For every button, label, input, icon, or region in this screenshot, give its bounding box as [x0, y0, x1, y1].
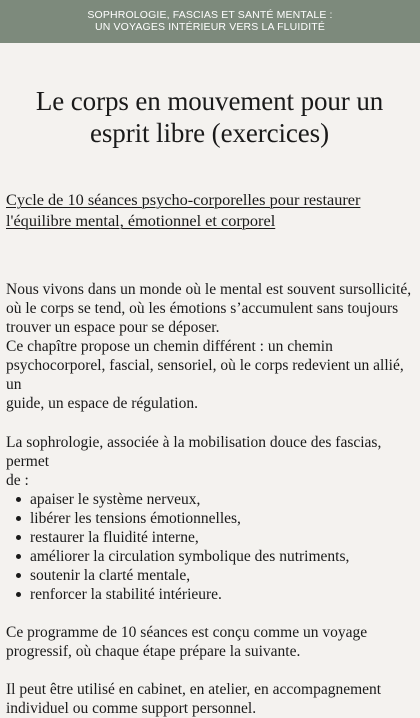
bullet-icon — [16, 516, 21, 521]
subtitle-line-1: Cycle de 10 séances psycho-corporelles pour restaurer — [6, 190, 361, 209]
program-line: progressif, où chaque étape prépare la suivante. — [6, 643, 301, 660]
usage-line: individuel ou comme support personnel. — [6, 700, 257, 717]
subtitle-line-2: l'équilibre mental, émotionnel et corporel — [6, 211, 276, 230]
intro-line: Nous vivons dans un monde où le mental est souvent sursollicité, — [6, 281, 412, 298]
benefit-text: restaurer la fluidité interne, — [30, 529, 199, 546]
intro-line: Ce chapître propose un chemin différent : un chemin — [6, 338, 333, 355]
sophrology-line: de : — [6, 472, 29, 489]
list-item — [6, 528, 413, 547]
benefit-text: renforcer la stabilité intérieure. — [30, 586, 222, 603]
intro-line: trouver un espace pour se déposer. — [6, 319, 220, 336]
bullet-icon — [16, 554, 21, 559]
benefit-text: apaiser le système nerveux, — [30, 491, 201, 508]
bullet-icon — [16, 535, 21, 540]
list-item — [6, 490, 413, 509]
program-line: Ce programme de 10 séances est conçu comme un voyage — [6, 624, 368, 641]
intro-line: psychocorporel, fascial, sensoriel, où le corps redevient un allié, un — [6, 357, 404, 393]
subtitle — [6, 189, 413, 231]
list-item — [6, 509, 413, 528]
benefit-text: libérer les tensions émotionnelles, — [30, 510, 241, 527]
title-line-1: Le corps en mouvement pour un — [35, 86, 384, 116]
list-item — [6, 547, 413, 566]
bullet-icon — [16, 592, 21, 597]
page-title — [6, 85, 413, 149]
bullet-icon — [16, 573, 21, 578]
list-item — [6, 585, 413, 604]
bullet-icon — [16, 497, 21, 502]
benefits-list — [6, 490, 413, 604]
usage-paragraph — [6, 680, 413, 718]
usage-line: Il peut être utilisé en cabinet, en atelier, en accompagnement — [6, 681, 382, 698]
document-body — [0, 85, 420, 718]
banner-line-2: UN VOYAGES INTÉRIEUR VERS LA FLUIDITÉ — [95, 20, 325, 33]
intro-line: guide, un espace de régulation. — [6, 395, 198, 412]
top-banner — [0, 0, 420, 43]
intro-paragraph — [6, 280, 413, 413]
list-item — [6, 566, 413, 585]
sophrology-line: La sophrologie, associée à la mobilisation douce des fascias, permet — [6, 434, 382, 470]
intro-line: où le corps se tend, où les émotions s’accumulent sans toujours — [6, 300, 399, 317]
benefit-text: soutenir la clarté mentale, — [30, 567, 191, 584]
banner-line-1: SOPHROLOGIE, FASCIAS ET SANTÉ MENTALE : — [87, 9, 333, 21]
sophrology-paragraph — [6, 433, 413, 490]
title-line-2: esprit libre (exercices) — [90, 118, 329, 148]
program-paragraph — [6, 623, 413, 661]
benefit-text: améliorer la circulation symbolique des nutriments, — [30, 548, 350, 565]
